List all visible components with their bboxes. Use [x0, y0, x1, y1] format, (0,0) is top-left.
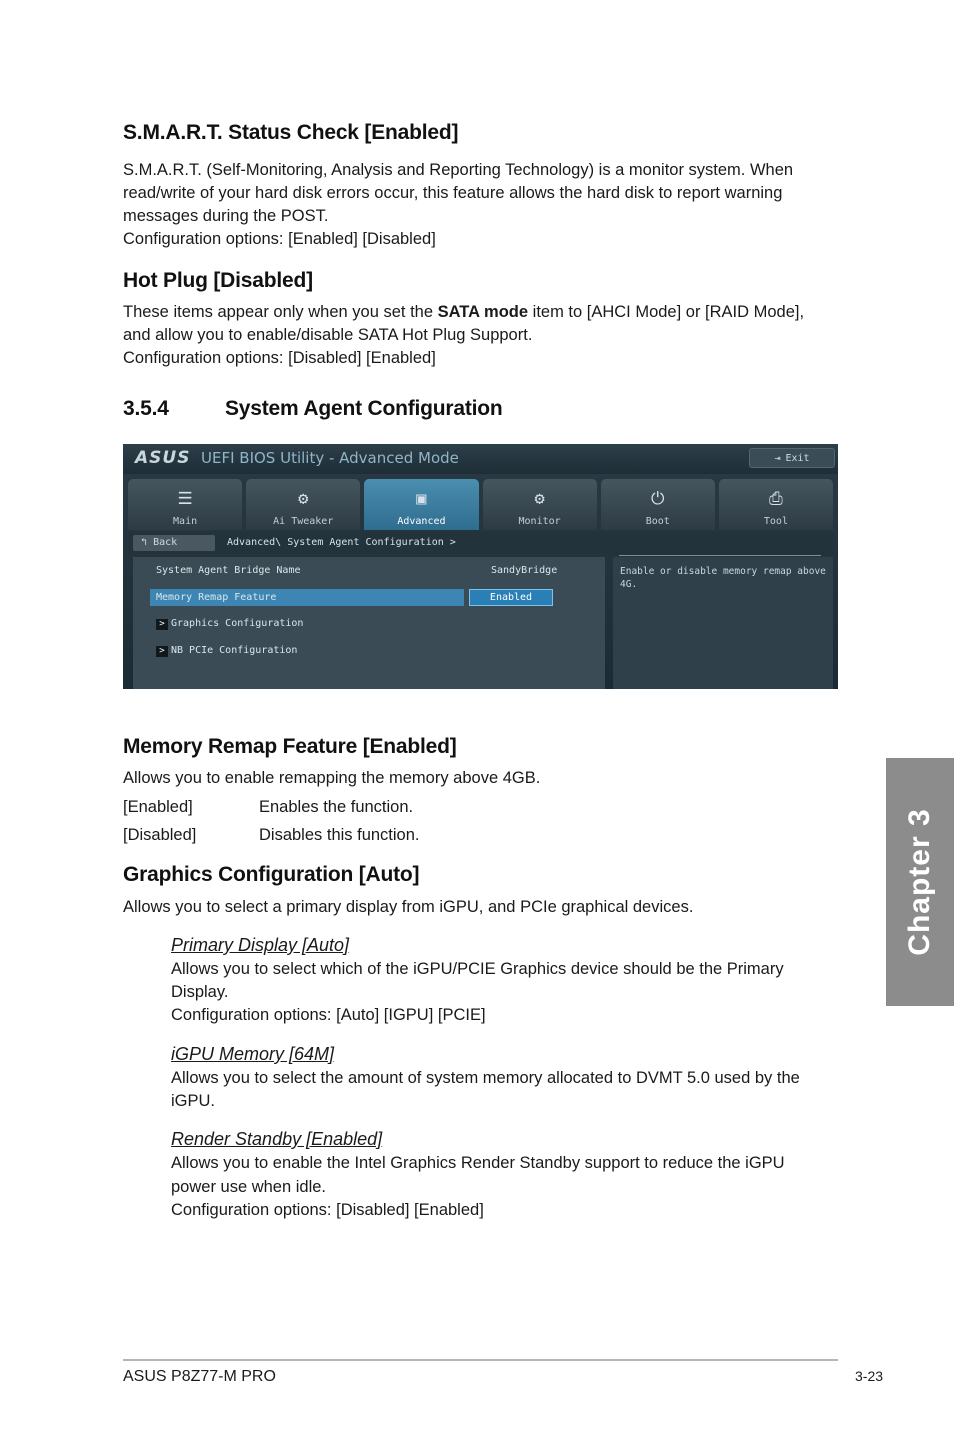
render-standby-line-2: power use when idle.	[171, 1178, 327, 1196]
bios-tab-bar	[128, 479, 833, 530]
primary-display-heading: Primary Display [Auto]	[171, 935, 350, 955]
hotplug-line-2: and allow you to enable/disable SATA Hot Plug Support.	[123, 326, 533, 344]
memremap-opt2-key: [Disabled]	[123, 826, 197, 844]
breadcrumb-current: System Agent Configuration >	[287, 537, 456, 548]
tab-monitor[interactable]	[483, 479, 597, 530]
graphics-config-item[interactable]: > Graphics Configuration	[156, 618, 303, 630]
tab-label: Tool	[763, 516, 788, 527]
render-standby-heading: Render Standby [Enabled]	[171, 1129, 383, 1149]
primary-display-line-1: Allows you to select which of the iGPU/PCIE Graphics device should be the Primary	[171, 960, 784, 978]
primary-display-options: Configuration options: [Auto] [IGPU] [PCIE]	[171, 1006, 486, 1024]
tab-label: Advanced	[397, 516, 446, 527]
bios-title: UEFI BIOS Utility - Advanced Mode	[201, 449, 459, 467]
smart-options: Configuration options: [Enabled] [Disabled]	[123, 230, 436, 248]
exit-icon: ⇥	[774, 452, 781, 464]
graphics-desc: Allows you to select a primary display from iGPU, and PCIe graphical devices.	[123, 898, 694, 916]
chapter-label: Chapter 3	[903, 808, 936, 956]
bios-help-text: Enable or disable memory remap above 4G.	[620, 566, 826, 590]
tab-label: Main	[173, 516, 198, 527]
breadcrumb: Advanced\ System Agent Configuration >	[227, 537, 456, 548]
power-icon: ⏻	[651, 489, 665, 509]
tab-label: Boot	[645, 516, 670, 527]
bios-exit-label: Exit	[785, 452, 810, 464]
monitor-icon: ⚙	[534, 489, 545, 509]
graphics-heading: Graphics Configuration [Auto]	[123, 863, 420, 886]
render-standby-options: Configuration options: [Disabled] [Enabled]	[171, 1201, 484, 1219]
footer-divider	[123, 1359, 838, 1361]
bios-exit-button[interactable]	[749, 448, 835, 468]
asus-logo: ASUS	[135, 448, 191, 468]
tab-label: Ai Tweaker	[273, 516, 334, 527]
smart-heading: S.M.A.R.T. Status Check [Enabled]	[123, 121, 459, 144]
memremap-opt1-key: [Enabled]	[123, 798, 193, 816]
igpu-memory-line-1: Allows you to select the amount of system memory allocated to DVMT 5.0 used by the	[171, 1069, 800, 1087]
igpu-memory-line-2: iGPU.	[171, 1092, 216, 1110]
footer-product: ASUS P8Z77-M PRO	[123, 1368, 276, 1385]
igpu-memory-heading: iGPU Memory [64M]	[171, 1044, 335, 1064]
help-divider	[619, 555, 821, 556]
bridge-name-value: SandyBridge	[491, 565, 558, 576]
memremap-opt1-val: Enables the function.	[259, 798, 414, 816]
smart-line-1: S.M.A.R.T. (Self-Monitoring, Analysis and Reporting Technology) is a monitor system. When	[123, 161, 794, 179]
tab-advanced[interactable]	[364, 479, 478, 530]
bios-screenshot	[123, 444, 838, 689]
section-number: 3.5.4	[123, 397, 169, 420]
chevron-right-icon: >	[156, 619, 168, 630]
memory-remap-value[interactable]: Enabled	[469, 589, 553, 606]
hotplug-line-1: These items appear only when you set the SATA mode item to [AHCI Mode] or [RAID Mode],	[123, 303, 805, 321]
printer-icon: ⎙	[769, 489, 783, 509]
tab-tool[interactable]	[719, 479, 833, 530]
nb-pcie-config-item[interactable]: > NB PCIe Configuration	[156, 645, 297, 657]
memremap-desc: Allows you to enable remapping the memory above 4GB.	[123, 769, 541, 787]
primary-display-line-2: Display.	[171, 983, 229, 1001]
hotplug-heading: Hot Plug [Disabled]	[123, 269, 313, 292]
section-title: System Agent Configuration	[225, 397, 503, 420]
list-icon: ☰	[177, 489, 193, 509]
chevron-right-icon: >	[156, 646, 168, 657]
memremap-heading: Memory Remap Feature [Enabled]	[123, 735, 457, 758]
memory-remap-label: Memory Remap Feature	[156, 592, 277, 603]
smart-line-3: messages during the POST.	[123, 207, 329, 225]
smart-line-2: read/write of your hard disk errors occur, this feature allows the hard disk to report warning	[123, 184, 783, 202]
tab-boot[interactable]	[601, 479, 715, 530]
memremap-opt2-val: Disables this function.	[259, 826, 420, 844]
bridge-name-label: System Agent Bridge Name	[156, 565, 301, 576]
tab-main[interactable]	[128, 479, 242, 530]
back-button[interactable]: ↰ Back	[133, 535, 215, 551]
sata-mode-term: SATA mode	[437, 303, 529, 321]
hotplug-options: Configuration options: [Disabled] [Enabled]	[123, 349, 436, 367]
chapter-tab	[886, 758, 954, 1006]
page-number: 3-23	[855, 1368, 884, 1384]
tab-ai-tweaker[interactable]	[246, 479, 360, 530]
advanced-icon: ▣	[416, 489, 427, 509]
tweaker-icon: ⚙	[298, 489, 309, 509]
tab-label: Monitor	[518, 516, 561, 527]
render-standby-line-1: Allows you to enable the Intel Graphics Render Standby support to reduce the iGPU	[171, 1154, 785, 1172]
back-arrow-icon: ↰	[141, 537, 148, 548]
